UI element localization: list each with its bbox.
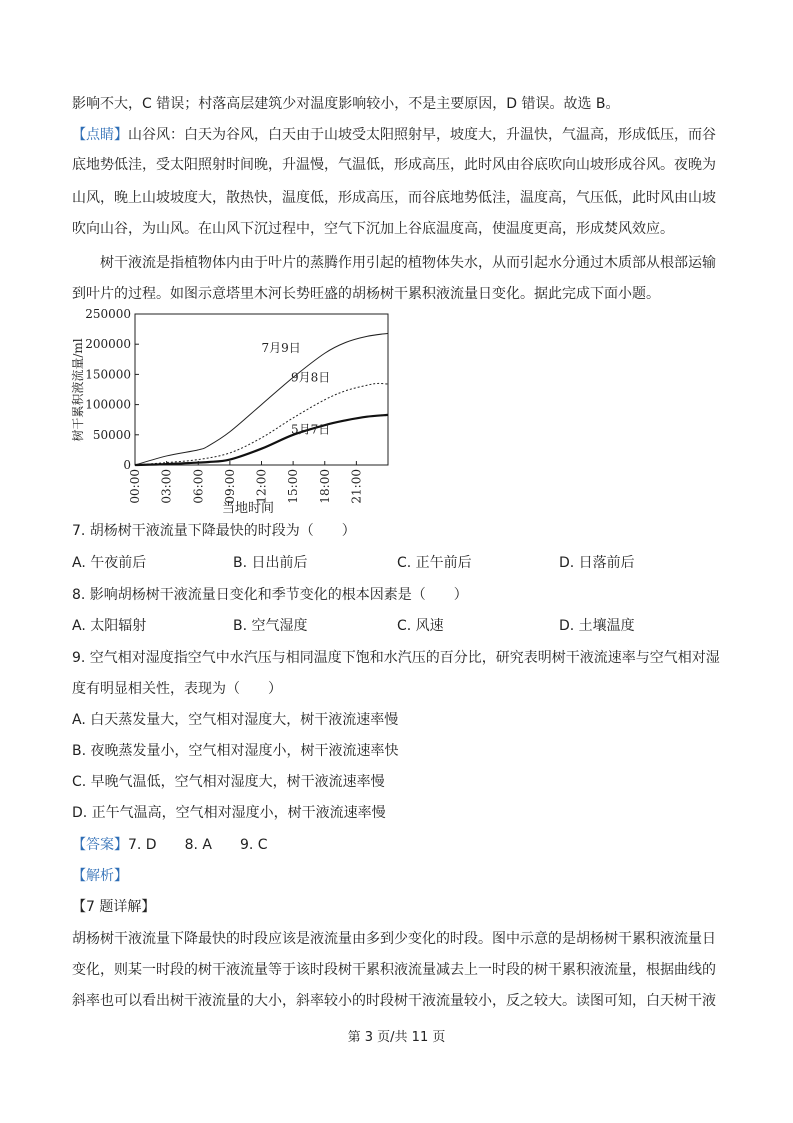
q8-option-c[interactable]: C. 风速: [397, 618, 444, 634]
series-line: [135, 415, 388, 465]
q9-option-b[interactable]: B. 夜晚蒸发量小，空气相对湿度小，树干液流速率快: [72, 743, 399, 759]
tip-tag: 【点睛】: [72, 127, 128, 143]
q9-option-c[interactable]: C. 早晚气温低，空气相对湿度大，树干液流速率慢: [72, 774, 385, 790]
series-label: 5月7日: [291, 422, 331, 437]
x-tick-label: 06:00: [191, 469, 206, 504]
q7-option-b[interactable]: B. 日出前后: [233, 555, 308, 571]
x-tick-label: 09:00: [222, 469, 237, 504]
page-footer: 第 3 页/共 11 页: [347, 1030, 446, 1045]
y-tick-label: 50000: [92, 427, 131, 442]
x-tick-label: 21:00: [349, 469, 364, 504]
answer-text: 7. D 8. A 9. C: [128, 837, 268, 853]
q7-option-c[interactable]: C. 正午前后: [397, 555, 472, 571]
x-tick-label: 15:00: [286, 469, 301, 504]
answer-line: [72, 835, 268, 855]
x-tick-label: 03:00: [159, 469, 174, 504]
q9-option-a[interactable]: A. 白天蒸发量大，空气相对湿度大，树干液流速率慢: [72, 712, 399, 728]
q7-stem: 7. 胡杨树干液流量下降最快的时段为（ ）: [72, 523, 356, 539]
series-line: [135, 333, 388, 465]
series-label: 7月9日: [261, 341, 301, 356]
q8-option-b[interactable]: B. 空气湿度: [233, 618, 308, 634]
q9-stem: 度有明显相关性，表现为（ ）: [72, 681, 282, 697]
q8-stem: 8. 影响胡杨树干液流量日变化和季节变化的根本因素是（ ）: [72, 587, 468, 603]
q9-option-d[interactable]: D. 正午气温高，空气相对湿度小，树干液流速率慢: [72, 805, 386, 821]
y-tick-label: 250000: [85, 307, 131, 321]
text-line: 影响不大，C 错误；村落高层建筑少对温度影响较小，不是主要原因，D 错误。故选 B。: [72, 96, 620, 112]
y-tick-label: 150000: [85, 367, 131, 382]
q8-option-a[interactable]: A. 太阳辐射: [72, 618, 147, 634]
plot-frame: [135, 314, 388, 465]
analysis-tag: 【解析】: [72, 868, 128, 884]
y-axis-label: 树干累积液流量/ml: [71, 338, 85, 442]
text-line: 底地势低洼，受太阳照射时间晚，升温慢，气温低，形成高压，此时风由谷底吹向山坡形成谷风。夜晚为: [72, 157, 716, 173]
x-axis-label: 当地时间: [221, 501, 275, 516]
tip-head: 山谷风：: [128, 127, 184, 143]
x-tick-label: 00:00: [128, 469, 142, 504]
text-line: 吹向山谷，为山风。在山风下沉过程中，空气下沉加上谷底温度高，使温度更高，形成焚风效应。: [72, 221, 674, 237]
tip-paragraph: [72, 125, 716, 145]
q8-option-d[interactable]: D. 土壤温度: [559, 618, 635, 634]
detail-line: 胡杨树干液流量下降最快的时段应该是液流量由多到少变化的时段。图中示意的是胡杨树干累积液流量日: [72, 931, 716, 947]
y-tick-label: 100000: [85, 397, 131, 412]
x-tick-label: 12:00: [254, 469, 269, 504]
detail-line: 斜率也可以看出树干液流量的大小，斜率较小的时段树干液流量较小，反之较大。读图可知，白天树干液: [72, 993, 716, 1009]
x-tick-label: 18:00: [317, 469, 332, 504]
detail-tag: 【7 题详解】: [72, 899, 156, 915]
text-line: 到叶片的过程。如图示意塔里木河长势旺盛的胡杨树干累积液流量日变化。据此完成下面小题。: [72, 286, 660, 302]
answer-tag: 【答案】: [72, 837, 128, 853]
detail-line: 变化，则某一时段的树干液流量等于该时段树干累积液流量减去上一时段的树干累积液流量，根据曲线的: [72, 962, 716, 978]
series-line: [135, 383, 388, 465]
q7-option-a[interactable]: A. 午夜前后: [72, 555, 147, 571]
text-line: 山风，晚上山坡坡度大，散热快，温度低，形成高压，而谷底地势低洼，温度高，气压低，此时风由山坡: [72, 190, 716, 206]
y-tick-label: 0: [123, 458, 131, 472]
q9-stem: 9. 空气相对湿度指空气中水汽压与相同温度下饱和水汽压的百分比，研究表明树干液流速率与空气相对湿: [72, 650, 720, 666]
y-tick-label: 200000: [85, 337, 131, 352]
text-line: 白天为谷风，白天由于山坡受太阳照射早，坡度大，升温快，气温高，形成低压，而谷: [184, 127, 716, 143]
text-line: 树干液流是指植物体内由于叶片的蒸腾作用引起的植物体失水，从而引起水分通过木质部从根部运输: [100, 255, 716, 271]
series-label: 9月8日: [291, 370, 331, 385]
q7-option-d[interactable]: D. 日落前后: [559, 555, 635, 571]
